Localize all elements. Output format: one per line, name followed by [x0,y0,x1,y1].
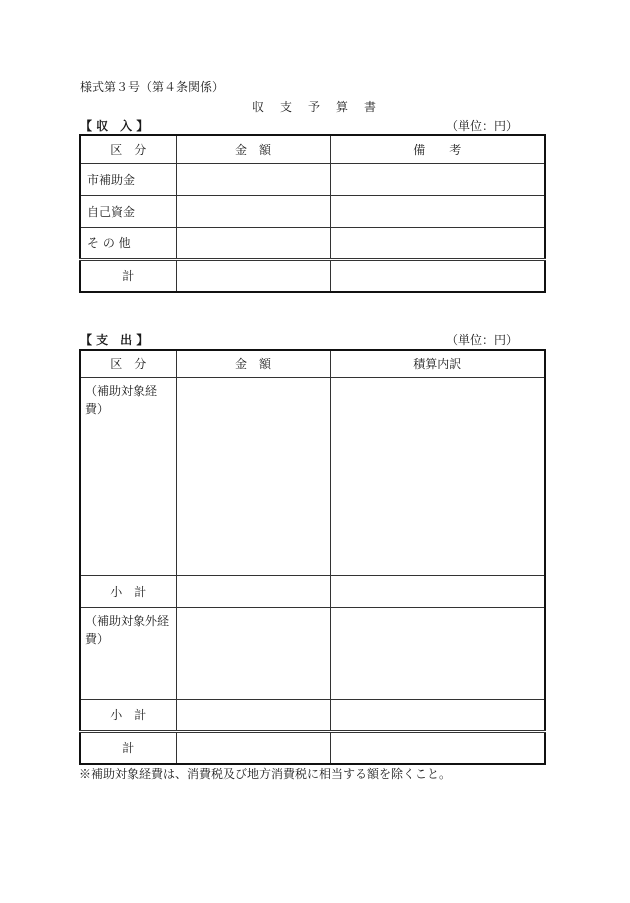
income-remarks-cell[interactable] [330,195,545,227]
subtotal-amount-cell[interactable] [176,575,330,607]
subtotal-label: 小 計 [80,699,176,731]
table-row [80,377,545,575]
expense-col-amount: 金 額 [176,350,330,377]
income-section-label: 【 収 入 】 [80,119,149,133]
subsidized-expenses-label: （補助対象経費） [80,377,176,575]
income-col-amount: 金 額 [176,135,330,163]
income-unit-label: （単位：円） [446,119,519,133]
income-total-remarks-cell[interactable] [330,259,545,292]
income-total-amount-cell[interactable] [176,259,330,292]
form-number: 様式第３号（第４条関係） [80,80,225,94]
expense-col-category: 区 分 [80,350,176,377]
expense-breakdown-cell[interactable] [330,607,545,699]
income-header-row [80,135,545,163]
expense-unit-label: （単位：円） [446,333,519,347]
income-col-remarks: 備 考 [330,135,545,163]
income-remarks-cell[interactable] [330,227,545,259]
expense-total-label: 計 [80,731,176,764]
expense-total-breakdown-cell[interactable] [330,731,545,764]
income-col-category: 区 分 [80,135,176,163]
non-subsidized-expenses-label: （補助対象外経費） [80,607,176,699]
expense-amount-cell[interactable] [176,377,330,575]
expense-section-label: 【 支 出 】 [80,333,149,347]
income-row-label: そ の 他 [80,227,176,259]
income-amount-cell[interactable] [176,163,330,195]
table-row [80,607,545,699]
subtotal-breakdown-cell[interactable] [330,699,545,731]
footnote: ※補助対象経費は、消費税及び地方消費税に相当する額を除くこと。 [79,767,452,781]
income-total-label: 計 [80,259,176,292]
income-row-label: 自己資金 [80,195,176,227]
table-row [80,227,545,259]
income-row-label: 市補助金 [80,163,176,195]
expense-table [79,349,546,765]
expense-header-row [80,350,545,377]
expense-col-breakdown: 積算内訳 [330,350,545,377]
document-title: 収 支 予 算 書 [251,100,378,114]
subtotal-breakdown-cell[interactable] [330,575,545,607]
income-total-row [80,259,545,292]
income-table [79,134,546,293]
table-row [80,195,545,227]
expense-total-amount-cell[interactable] [176,731,330,764]
table-row [80,575,545,607]
table-row [80,163,545,195]
subtotal-label: 小 計 [80,575,176,607]
income-amount-cell[interactable] [176,227,330,259]
income-amount-cell[interactable] [176,195,330,227]
expense-amount-cell[interactable] [176,607,330,699]
income-remarks-cell[interactable] [330,163,545,195]
subtotal-amount-cell[interactable] [176,699,330,731]
table-row [80,699,545,731]
expense-total-row [80,731,545,764]
expense-breakdown-cell[interactable] [330,377,545,575]
